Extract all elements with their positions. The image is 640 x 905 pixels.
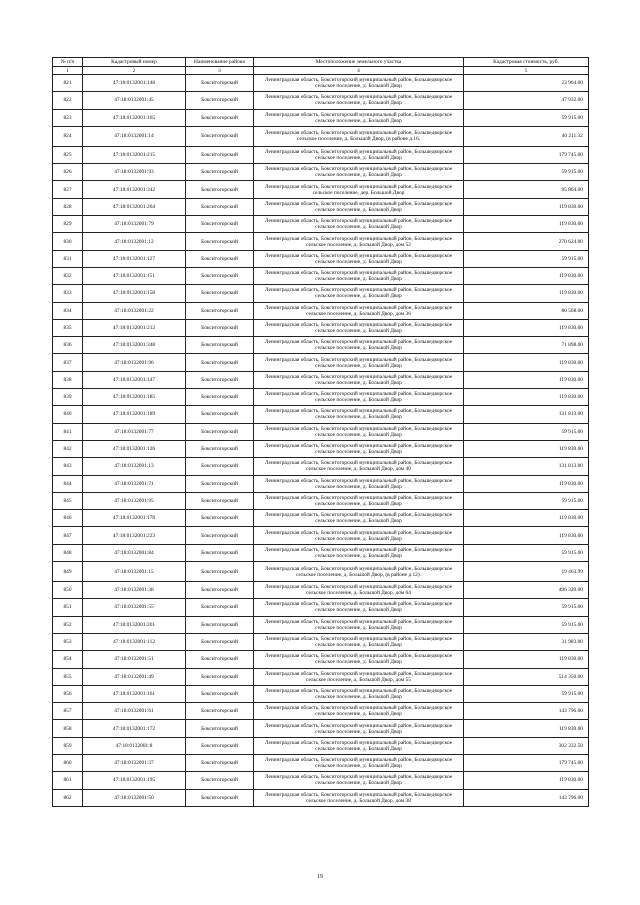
table-row bbox=[53, 337, 589, 354]
row-number-cell: 839 bbox=[53, 389, 83, 406]
cadastral-value-cell: 119 830.00 bbox=[464, 267, 589, 284]
location-cell: Ленинградская область, Бокситогорский муниципальный район, Большедворское сельское поселение, д. Большой Двор bbox=[254, 703, 464, 720]
cadastral-value-cell: 119 830.00 bbox=[464, 354, 589, 371]
district-cell: Бокситогорский bbox=[186, 181, 254, 198]
location-cell: Ленинградская область, Бокситогорский муниципальный район, Большедворское сельское поселение, д. Большой Двор, (в районе д.16. bbox=[254, 126, 464, 146]
table-row bbox=[53, 181, 589, 198]
cadastral-value-cell: 59 915.00 bbox=[464, 423, 589, 440]
row-number-cell: 860 bbox=[53, 754, 83, 771]
cadastral-value-cell: 119 830.00 bbox=[464, 319, 589, 336]
row-number-cell: 827 bbox=[53, 181, 83, 198]
cadastral-value-cell: 31 983.00 bbox=[464, 633, 589, 650]
table-row bbox=[53, 354, 589, 371]
table-row bbox=[53, 233, 589, 250]
table-row bbox=[53, 440, 589, 457]
row-number-cell: 851 bbox=[53, 599, 83, 616]
cadastral-number-cell: 47:18:0132001:95 bbox=[83, 492, 186, 509]
district-cell: Бокситогорский bbox=[186, 354, 254, 371]
row-number-cell: 852 bbox=[53, 616, 83, 633]
row-number-cell: 822 bbox=[53, 92, 83, 109]
district-cell: Бокситогорский bbox=[186, 720, 254, 737]
row-number-cell: 823 bbox=[53, 109, 83, 126]
location-cell: Ленинградская область, Бокситогорский муниципальный район, Большедворское сельское поселение, д. Большой Двор bbox=[254, 109, 464, 126]
table-row bbox=[53, 371, 589, 388]
district-cell: Бокситогорский bbox=[186, 562, 254, 582]
table-row bbox=[53, 616, 589, 633]
location-cell: Ленинградская область, Бокситогорский муниципальный район, Большедворское сельское поселение, д. Большой Двор bbox=[254, 337, 464, 354]
district-cell: Бокситогорский bbox=[186, 302, 254, 319]
row-number-cell: 837 bbox=[53, 354, 83, 371]
cadastral-number-cell: 47:18:0132001:215 bbox=[83, 146, 186, 163]
header-cadastral-value: Кадастровая стоимость, руб. bbox=[464, 58, 589, 67]
row-number-cell: 824 bbox=[53, 126, 83, 146]
cadastral-number-cell: 47:18:0132001:50 bbox=[83, 789, 186, 806]
location-cell: Ленинградская область, Бокситогорский муниципальный район, Большедворское сельское поселение, д. Большой Двор, (в районе д.12). bbox=[254, 562, 464, 582]
cadastral-value-cell: 119 830.00 bbox=[464, 216, 589, 233]
location-cell: Ленинградская область, Бокситогорский муниципальный район, Большедворское сельское поселение, д. Большой Двор bbox=[254, 492, 464, 509]
column-number-row bbox=[53, 67, 589, 75]
row-number-cell: 850 bbox=[53, 582, 83, 599]
district-cell: Бокситогорский bbox=[186, 92, 254, 109]
cadastral-number-cell: 47:18:0132001:51 bbox=[83, 651, 186, 668]
table-row bbox=[53, 582, 589, 599]
cadastral-number-cell: 47:18:0132001:342 bbox=[83, 181, 186, 198]
row-number-cell: 844 bbox=[53, 475, 83, 492]
location-cell: Ленинградская область, Бокситогорский муниципальный район, Большедворское сельское поселение, д. Большой Двор bbox=[254, 198, 464, 215]
district-cell: Бокситогорский bbox=[186, 389, 254, 406]
district-cell: Бокситогорский bbox=[186, 475, 254, 492]
header-row-number: № п/п bbox=[53, 58, 83, 67]
table-row bbox=[53, 250, 589, 267]
district-cell: Бокситогорский bbox=[186, 527, 254, 544]
cadastral-value-cell: 119 830.00 bbox=[464, 651, 589, 668]
cadastral-value-cell: 514 350.00 bbox=[464, 668, 589, 685]
cadastral-number-cell: 47:18:0132001:195 bbox=[83, 772, 186, 789]
district-cell: Бокситогорский bbox=[186, 337, 254, 354]
cadastral-number-cell: 47:18:0132001:112 bbox=[83, 633, 186, 650]
table-row bbox=[53, 302, 589, 319]
cadastral-value-cell: 59 915.00 bbox=[464, 109, 589, 126]
row-number-cell: 838 bbox=[53, 371, 83, 388]
district-cell: Бокситогорский bbox=[186, 754, 254, 771]
cadastral-value-cell: 119 830.00 bbox=[464, 440, 589, 457]
row-number-cell: 828 bbox=[53, 198, 83, 215]
cadastral-value-cell: 19 463.99 bbox=[464, 562, 589, 582]
row-number-cell: 833 bbox=[53, 285, 83, 302]
row-number-cell: 846 bbox=[53, 510, 83, 527]
table-row bbox=[53, 772, 589, 789]
district-cell: Бокситогорский bbox=[186, 544, 254, 561]
district-cell: Бокситогорский bbox=[186, 126, 254, 146]
location-cell: Ленинградская область, Бокситогорский муниципальный район, Большедворское сельское поселение, дер. Большой Двор bbox=[254, 181, 464, 198]
table-row bbox=[53, 562, 589, 582]
cadastral-number-cell: 47:18:0132001:223 bbox=[83, 527, 186, 544]
cadastral-value-table bbox=[52, 57, 589, 807]
cadastral-value-cell: 59 915.00 bbox=[464, 685, 589, 702]
location-cell: Ленинградская область, Бокситогорский муниципальный район, Большедворское сельское поселение, д. Большой Двор bbox=[254, 285, 464, 302]
location-cell: Ленинградская область, Бокситогорский муниципальный район, Большедворское сельское поселение, д. Большой Двор bbox=[254, 685, 464, 702]
location-cell: Ленинградская область, Бокситогорский муниципальный район, Большедворское сельское поселение, д. Большой Двор bbox=[254, 216, 464, 233]
table-row bbox=[53, 510, 589, 527]
row-number-cell: 826 bbox=[53, 164, 83, 181]
cadastral-number-cell: 47:18:0132001:151 bbox=[83, 267, 186, 284]
district-cell: Бокситогорский bbox=[186, 616, 254, 633]
location-cell: Ленинградская область, Бокситогорский муниципальный район, Большедворское сельское поселение, д. Большой Двор bbox=[254, 319, 464, 336]
table-row bbox=[53, 75, 589, 92]
cadastral-number-cell: 47:18:0132001:185 bbox=[83, 389, 186, 406]
location-cell: Ленинградская область, Бокситогорский муниципальный район, Большедворское сельское поселение, д. Большой Двор bbox=[254, 250, 464, 267]
table-row bbox=[53, 668, 589, 685]
cadastral-number-cell: 47:18:0132001:147 bbox=[83, 371, 186, 388]
table-row bbox=[53, 109, 589, 126]
row-number-cell: 849 bbox=[53, 562, 83, 582]
location-cell: Ленинградская область, Бокситогорский муниципальный район, Большедворское сельское поселение, д. Большой Двор bbox=[254, 354, 464, 371]
row-number-cell: 832 bbox=[53, 267, 83, 284]
table-row bbox=[53, 789, 589, 806]
district-cell: Бокситогорский bbox=[186, 406, 254, 423]
cadastral-value-cell: 119 830.00 bbox=[464, 198, 589, 215]
column-number: 4 bbox=[254, 67, 464, 75]
district-cell: Бокситогорский bbox=[186, 319, 254, 336]
cadastral-number-cell: 47:18:0132001:22 bbox=[83, 302, 186, 319]
location-cell: Ленинградская область, Бокситогорский муниципальный район, Большедворское сельское поселение, д. Большой Двор bbox=[254, 423, 464, 440]
district-cell: Бокситогорский bbox=[186, 233, 254, 250]
table-row bbox=[53, 406, 589, 423]
cadastral-number-cell: 47:18:0132001:158 bbox=[83, 285, 186, 302]
cadastral-value-cell: 119 830.00 bbox=[464, 371, 589, 388]
cadastral-number-cell: 47:18:0132001:49 bbox=[83, 668, 186, 685]
cadastral-number-cell: 47:18:0132001:165 bbox=[83, 109, 186, 126]
cadastral-value-cell: 143 796.00 bbox=[464, 789, 589, 806]
table-row bbox=[53, 458, 589, 475]
district-cell: Бокситогорский bbox=[186, 250, 254, 267]
cadastral-number-cell: 47:18:0132001:148 bbox=[83, 75, 186, 92]
row-number-cell: 843 bbox=[53, 458, 83, 475]
location-cell: Ленинградская область, Бокситогорский муниципальный район, Большедворское сельское поселение, д. Большой Двор bbox=[254, 599, 464, 616]
document-page bbox=[52, 57, 588, 807]
cadastral-value-cell: 59 915.00 bbox=[464, 616, 589, 633]
row-number-cell: 858 bbox=[53, 720, 83, 737]
cadastral-number-cell: 47:18:0132001:45 bbox=[83, 92, 186, 109]
district-cell: Бокситогорский bbox=[186, 109, 254, 126]
district-cell: Бокситогорский bbox=[186, 458, 254, 475]
row-number-cell: 834 bbox=[53, 302, 83, 319]
location-cell: Ленинградская область, Бокситогорский муниципальный район, Большедворское сельское поселение, д. Большой Двор bbox=[254, 633, 464, 650]
cadastral-value-cell: 179 745.00 bbox=[464, 146, 589, 163]
location-cell: Ленинградская область, Бокситогорский муниципальный район, Большедворское сельское поселение, д. Большой Двор bbox=[254, 267, 464, 284]
location-cell: Ленинградская область, Бокситогорский муниципальный район, Большедворское сельское поселение, д. Большой Двор, дом 64 bbox=[254, 582, 464, 599]
location-cell: Ленинградская область, Бокситогорский муниципальный район, Большедворское сельское поселение, д. Большой Двор bbox=[254, 772, 464, 789]
cadastral-number-cell: 47:18:0132001:161 bbox=[83, 685, 186, 702]
cadastral-value-cell: 119 830.00 bbox=[464, 720, 589, 737]
cadastral-number-cell: 47:18:0132001:127 bbox=[83, 250, 186, 267]
row-number-cell: 845 bbox=[53, 492, 83, 509]
cadastral-value-cell: 119 830.00 bbox=[464, 527, 589, 544]
row-number-cell: 853 bbox=[53, 633, 83, 650]
location-cell: Ленинградская область, Бокситогорский муниципальный район, Большедворское сельское поселение, д. Большой Двор bbox=[254, 371, 464, 388]
location-cell: Ленинградская область, Бокситогорский муниципальный район, Большедворское сельское поселение, д. Большой Двор bbox=[254, 406, 464, 423]
location-cell: Ленинградская область, Бокситогорский муниципальный район, Большедворское сельское поселение, д. Большой Двор bbox=[254, 544, 464, 561]
location-cell: Ленинградская область, Бокситогорский муниципальный район, Большедворское сельское поселение, д. Большой Двор, дом 40 bbox=[254, 458, 464, 475]
location-cell: Ленинградская область, Бокситогорский муниципальный район, Большедворское сельское поселение, д. Большой Двор bbox=[254, 510, 464, 527]
row-number-cell: 830 bbox=[53, 233, 83, 250]
table-row bbox=[53, 146, 589, 163]
row-number-cell: 862 bbox=[53, 789, 83, 806]
cadastral-value-cell: 95 864.00 bbox=[464, 181, 589, 198]
table-row bbox=[53, 685, 589, 702]
cadastral-number-cell: 47:18:0132001:61 bbox=[83, 703, 186, 720]
district-cell: Бокситогорский bbox=[186, 371, 254, 388]
table-row bbox=[53, 389, 589, 406]
table-row bbox=[53, 599, 589, 616]
cadastral-number-cell: 47:18:0132001:38 bbox=[83, 582, 186, 599]
row-number-cell: 836 bbox=[53, 337, 83, 354]
cadastral-number-cell: 47:18:0132001:37 bbox=[83, 754, 186, 771]
row-number-cell: 835 bbox=[53, 319, 83, 336]
location-cell: Ленинградская область, Бокситогорский муниципальный район, Большедворское сельское поселение, д. Большой Двор bbox=[254, 164, 464, 181]
row-number-cell: 848 bbox=[53, 544, 83, 561]
row-number-cell: 856 bbox=[53, 685, 83, 702]
table-row bbox=[53, 703, 589, 720]
cadastral-value-cell: 40 211.32 bbox=[464, 126, 589, 146]
cadastral-number-cell: 47:18:0132001:264 bbox=[83, 198, 186, 215]
cadastral-number-cell: 47:18:0132001:348 bbox=[83, 337, 186, 354]
district-cell: Бокситогорский bbox=[186, 599, 254, 616]
cadastral-number-cell: 47:18:0132001:84 bbox=[83, 544, 186, 561]
table-row bbox=[53, 423, 589, 440]
location-cell: Ленинградская область, Бокситогорский муниципальный район, Большедворское сельское поселение, д. Большой Двор, дом 52 bbox=[254, 233, 464, 250]
cadastral-value-cell: 119 830.00 bbox=[464, 510, 589, 527]
cadastral-value-cell: 131 813.00 bbox=[464, 458, 589, 475]
cadastral-value-cell: 59 915.00 bbox=[464, 599, 589, 616]
cadastral-number-cell: 47:18:0132001:77 bbox=[83, 423, 186, 440]
location-cell: Ленинградская область, Бокситогорский муниципальный район, Большедворское сельское поселение, д. Большой Двор bbox=[254, 737, 464, 754]
row-number-cell: 842 bbox=[53, 440, 83, 457]
table-row bbox=[53, 651, 589, 668]
cadastral-number-cell: 47:18:0132001:178 bbox=[83, 510, 186, 527]
row-number-cell: 855 bbox=[53, 668, 83, 685]
cadastral-value-cell: 80 568.00 bbox=[464, 302, 589, 319]
table-row bbox=[53, 267, 589, 284]
location-cell: Ленинградская область, Бокситогорский муниципальный район, Большедворское сельское поселение, д. Большой Двор bbox=[254, 92, 464, 109]
page-number: 19 bbox=[317, 874, 323, 880]
district-cell: Бокситогорский bbox=[186, 285, 254, 302]
location-cell: Ленинградская область, Бокситогорский муниципальный район, Большедворское сельское поселение, д. Большой Двор bbox=[254, 616, 464, 633]
district-cell: Бокситогорский bbox=[186, 651, 254, 668]
location-cell: Ленинградская область, Бокситогорский муниципальный район, Большедворское сельское поселение, д. Большой Двор, дом 38 bbox=[254, 789, 464, 806]
cadastral-value-cell: 71 898.00 bbox=[464, 337, 589, 354]
cadastral-number-cell: 47:18:0132001:12 bbox=[83, 233, 186, 250]
location-cell: Ленинградская область, Бокситогорский муниципальный район, Большедворское сельское поселение, д. Большой Двор, дом 36 bbox=[254, 302, 464, 319]
cadastral-number-cell: 47:18:0132001:189 bbox=[83, 406, 186, 423]
district-cell: Бокситогорский bbox=[186, 492, 254, 509]
row-number-cell: 854 bbox=[53, 651, 83, 668]
district-cell: Бокситогорский bbox=[186, 75, 254, 92]
cadastral-value-cell: 59 915.00 bbox=[464, 492, 589, 509]
cadastral-value-cell: 59 915.00 bbox=[464, 164, 589, 181]
cadastral-number-cell: 47:18:0132001:55 bbox=[83, 599, 186, 616]
cadastral-value-cell: 143 796.00 bbox=[464, 703, 589, 720]
table-row bbox=[53, 737, 589, 754]
table-row bbox=[53, 285, 589, 302]
cadastral-value-cell: 23 964.00 bbox=[464, 75, 589, 92]
location-cell: Ленинградская область, Бокситогорский муниципальный район, Большедворское сельское поселение, д. Большой Двор bbox=[254, 75, 464, 92]
location-cell: Ленинградская область, Бокситогорский муниципальный район, Большедворское сельское поселение, д. Большой Двор bbox=[254, 440, 464, 457]
table-row bbox=[53, 544, 589, 561]
location-cell: Ленинградская область, Бокситогорский муниципальный район, Большедворское сельское поселение, д. Большой Двор bbox=[254, 651, 464, 668]
cadastral-number-cell: 47:18:0132001:93 bbox=[83, 164, 186, 181]
cadastral-value-cell: 59 915.00 bbox=[464, 544, 589, 561]
row-number-cell: 847 bbox=[53, 527, 83, 544]
location-cell: Ленинградская область, Бокситогорский муниципальный район, Большедворское сельское поселение, д. Большой Двор bbox=[254, 754, 464, 771]
cadastral-value-cell: 59 915.00 bbox=[464, 250, 589, 267]
location-cell: Ленинградская область, Бокситогорский муниципальный район, Большедворское сельское поселение, д. Большой Двор bbox=[254, 527, 464, 544]
cadastral-value-cell: 119 830.00 bbox=[464, 389, 589, 406]
location-cell: Ленинградская область, Бокситогорский муниципальный район, Большедворское сельское поселение, д. Большой Двор, дом 55 bbox=[254, 668, 464, 685]
district-cell: Бокситогорский bbox=[186, 216, 254, 233]
district-cell: Бокситогорский bbox=[186, 789, 254, 806]
row-number-cell: 859 bbox=[53, 737, 83, 754]
row-number-cell: 831 bbox=[53, 250, 83, 267]
table-row bbox=[53, 126, 589, 146]
header-location: Местоположение земельного участка bbox=[254, 58, 464, 67]
table-row bbox=[53, 319, 589, 336]
table-row bbox=[53, 754, 589, 771]
cadastral-number-cell: 47:18:0132001:96 bbox=[83, 354, 186, 371]
cadastral-number-cell: 47:18:0132001:126 bbox=[83, 440, 186, 457]
district-cell: Бокситогорский bbox=[186, 164, 254, 181]
cadastral-number-cell: 47:18:0132001:212 bbox=[83, 319, 186, 336]
row-number-cell: 861 bbox=[53, 772, 83, 789]
table-row bbox=[53, 527, 589, 544]
district-cell: Бокситогорский bbox=[186, 668, 254, 685]
cadastral-number-cell: 47:18:0132001:172 bbox=[83, 720, 186, 737]
cadastral-number-cell: 47:18:0132001:15 bbox=[83, 562, 186, 582]
cadastral-value-cell: 179 745.00 bbox=[464, 754, 589, 771]
table-header-row bbox=[53, 58, 589, 67]
cadastral-value-cell: 270 624.00 bbox=[464, 233, 589, 250]
table-body bbox=[53, 67, 589, 807]
row-number-cell: 821 bbox=[53, 75, 83, 92]
cadastral-number-cell: 47:18:0132001:14 bbox=[83, 126, 186, 146]
cadastral-value-cell: 119 830.00 bbox=[464, 475, 589, 492]
district-cell: Бокситогорский bbox=[186, 146, 254, 163]
cadastral-number-cell: 47:18:0132001:201 bbox=[83, 616, 186, 633]
district-cell: Бокситогорский bbox=[186, 703, 254, 720]
district-cell: Бокситогорский bbox=[186, 737, 254, 754]
district-cell: Бокситогорский bbox=[186, 440, 254, 457]
location-cell: Ленинградская область, Бокситогорский муниципальный район, Большедворское сельское поселение, д. Большой Двор bbox=[254, 389, 464, 406]
table-row bbox=[53, 216, 589, 233]
cadastral-number-cell: 47:18:0132001:8 bbox=[83, 737, 186, 754]
row-number-cell: 825 bbox=[53, 146, 83, 163]
column-number: 2 bbox=[83, 67, 186, 75]
district-cell: Бокситогорский bbox=[186, 582, 254, 599]
district-cell: Бокситогорский bbox=[186, 198, 254, 215]
header-district: Наименование района bbox=[186, 58, 254, 67]
district-cell: Бокситогорский bbox=[186, 267, 254, 284]
row-number-cell: 857 bbox=[53, 703, 83, 720]
cadastral-value-cell: 302 332.50 bbox=[464, 737, 589, 754]
location-cell: Ленинградская область, Бокситогорский муниципальный район, Большедворское сельское поселение, д. Большой Двор bbox=[254, 475, 464, 492]
cadastral-value-cell: 119 830.00 bbox=[464, 285, 589, 302]
row-number-cell: 829 bbox=[53, 216, 83, 233]
location-cell: Ленинградская область, Бокситогорский муниципальный район, Большедворское сельское поселение, д. Большой Двор bbox=[254, 146, 464, 163]
district-cell: Бокситогорский bbox=[186, 423, 254, 440]
cadastral-value-cell: 119 830.00 bbox=[464, 772, 589, 789]
table-row bbox=[53, 492, 589, 509]
table-row bbox=[53, 720, 589, 737]
row-number-cell: 841 bbox=[53, 423, 83, 440]
column-number: 1 bbox=[53, 67, 83, 75]
column-number: 3 bbox=[186, 67, 254, 75]
district-cell: Бокситогорский bbox=[186, 772, 254, 789]
district-cell: Бокситогорский bbox=[186, 633, 254, 650]
cadastral-number-cell: 47:18:0132001:13 bbox=[83, 458, 186, 475]
header-cadastral-number: Кадастровый номер bbox=[83, 58, 186, 67]
cadastral-value-cell: 47 932.00 bbox=[464, 92, 589, 109]
district-cell: Бокситогорский bbox=[186, 510, 254, 527]
table-row bbox=[53, 198, 589, 215]
cadastral-value-cell: 496 320.00 bbox=[464, 582, 589, 599]
cadastral-number-cell: 47:18:0132001:71 bbox=[83, 475, 186, 492]
table-row bbox=[53, 633, 589, 650]
row-number-cell: 840 bbox=[53, 406, 83, 423]
column-number: 5 bbox=[464, 67, 589, 75]
cadastral-number-cell: 47:18:0132001:79 bbox=[83, 216, 186, 233]
location-cell: Ленинградская область, Бокситогорский муниципальный район, Большедворское сельское поселение, д. Большой Двор bbox=[254, 720, 464, 737]
table-row bbox=[53, 475, 589, 492]
table-row bbox=[53, 92, 589, 109]
table-row bbox=[53, 164, 589, 181]
district-cell: Бокситогорский bbox=[186, 685, 254, 702]
cadastral-value-cell: 131 813.00 bbox=[464, 406, 589, 423]
